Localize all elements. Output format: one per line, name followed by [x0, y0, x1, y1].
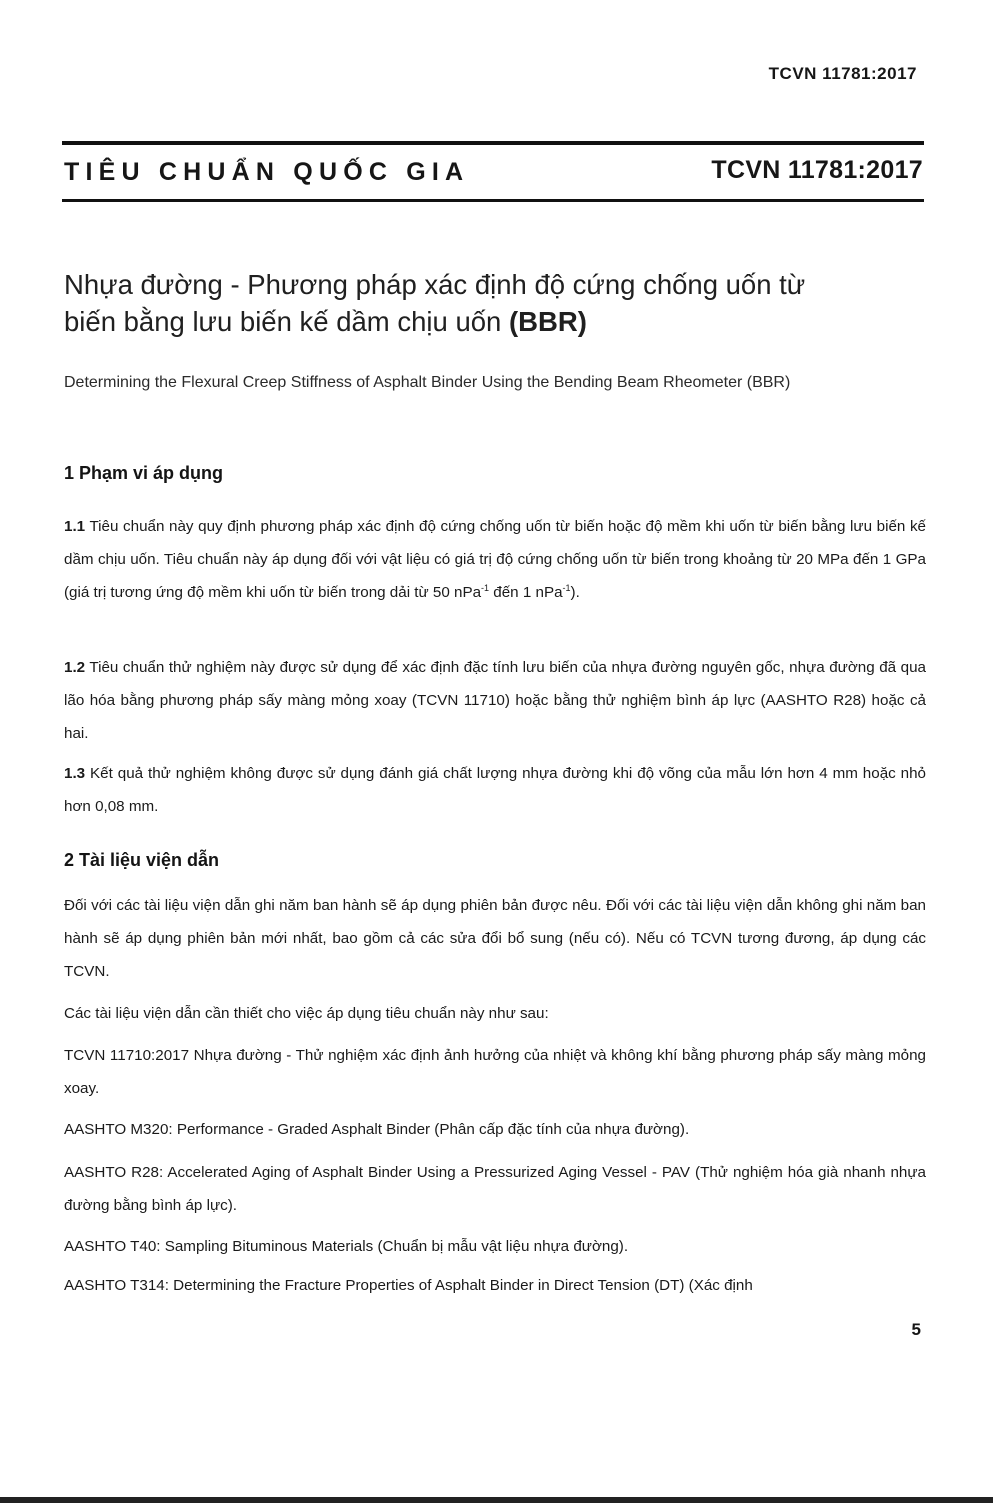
- clause-1-3: [64, 758, 926, 824]
- superscript: -1: [562, 582, 571, 593]
- reference-item: TCVN 11710:2017 Nhựa đường - Thử nghiệm xác định ảnh hưởng của nhiệt và không khí bằng phương pháp sấy màng mỏng xoay.: [64, 1047, 926, 1097]
- clause-text: ).: [570, 583, 580, 601]
- clause-number: 1.2: [64, 659, 86, 676]
- banner-bottom-rule: [62, 199, 924, 202]
- clause-text: Tiêu chuẩn thử nghiệm này được sử dụng để xác định đặc tính lưu biến của nhựa đường nguyên gốc, nhựa đường đã qua lão hóa bằng phương pháp sấy màng mỏng xoay (TCVN 11710) hoặc bằng thử nghiệm bình áp lực (AASHTO R28) hoặc cả hai.: [64, 659, 926, 742]
- clause-1-1: [64, 511, 926, 609]
- references-intro: Đối với các tài liệu viện dẫn ghi năm ban hành sẽ áp dụng phiên bản được nêu. Đối với các tài liệu viện dẫn không ghi năm ban hành sẽ áp dụng phiên bản mới nhất, bao gồm cả các sửa đổi bổ sung (nếu có). Nếu có TCVN tương đương, áp dụng các TCVN.: [64, 897, 926, 980]
- clause-1-2: [64, 652, 926, 750]
- references-lead: Các tài liệu viện dẫn cần thiết cho việc áp dụng tiêu chuẩn này như sau:: [64, 1005, 549, 1022]
- clause-number: 1.1: [64, 518, 86, 535]
- section-2-heading: 2 Tài liệu viện dẫn: [64, 850, 220, 870]
- running-head: TCVN 11781:2017: [768, 64, 917, 83]
- banner-top-rule: [62, 141, 924, 145]
- reference-item: AASHTO R28: Accelerated Aging of Asphalt Binder Using a Pressurized Aging Vessel - PAV (Thử nghiệm hóa già nhanh nhựa đường bằng bình áp lực).: [64, 1164, 926, 1214]
- document-title: [64, 266, 934, 340]
- section-1-heading: 1 Phạm vi áp dụng: [64, 463, 224, 483]
- reference-item: AASHTO M320: Performance - Graded Asphalt Binder (Phân cấp đặc tính của nhựa đường).: [64, 1121, 690, 1138]
- clause-text: Tiêu chuẩn này quy định phương pháp xác định độ cứng chống uốn từ biến hoặc độ mềm khi uốn từ biến bằng lưu biến kế dầm chịu uốn. Tiêu chuẩn này áp dụng đối với vật liệu có giá trị độ cứng chống uốn từ biến trong khoảng từ 20 MPa đến 1 GPa (giá trị tương ứng độ mềm khi uốn từ biến trong dải từ 50 nPa: [64, 518, 926, 601]
- clause-text: đến 1 nPa: [489, 583, 563, 601]
- title-abbreviation: (BBR): [508, 306, 587, 337]
- title-line-2: biến bằng lưu biến kế dầm chịu uốn: [64, 306, 509, 337]
- scan-edge: [0, 1497, 993, 1503]
- banner-standard-type: TIÊU CHUẨN QUỐC GIA: [64, 158, 470, 186]
- page-number: 5: [911, 1320, 921, 1339]
- reference-item: AASHTO T40: Sampling Bituminous Materials (Chuẩn bị mẫu vật liệu nhựa đường).: [64, 1238, 629, 1255]
- title-line-1: Nhựa đường - Phương pháp xác định độ cứng chống uốn từ: [64, 269, 806, 300]
- english-title: Determining the Flexural Creep Stiffness of Asphalt Binder Using the Bending Beam Rheometer (BBR): [64, 374, 791, 391]
- clause-text: Kết quả thử nghiệm không được sử dụng đánh giá chất lượng nhựa đường khi độ võng của mẫu lớn hơn 4 mm hoặc nhỏ hơn 0,08 mm.: [64, 765, 926, 815]
- reference-item: AASHTO T314: Determining the Fracture Properties of Asphalt Binder in Direct Tension (DT) (Xác định: [64, 1277, 753, 1294]
- banner-standard-number: TCVN 11781:2017: [711, 156, 923, 184]
- clause-number: 1.3: [64, 765, 86, 782]
- superscript: -1: [481, 582, 490, 593]
